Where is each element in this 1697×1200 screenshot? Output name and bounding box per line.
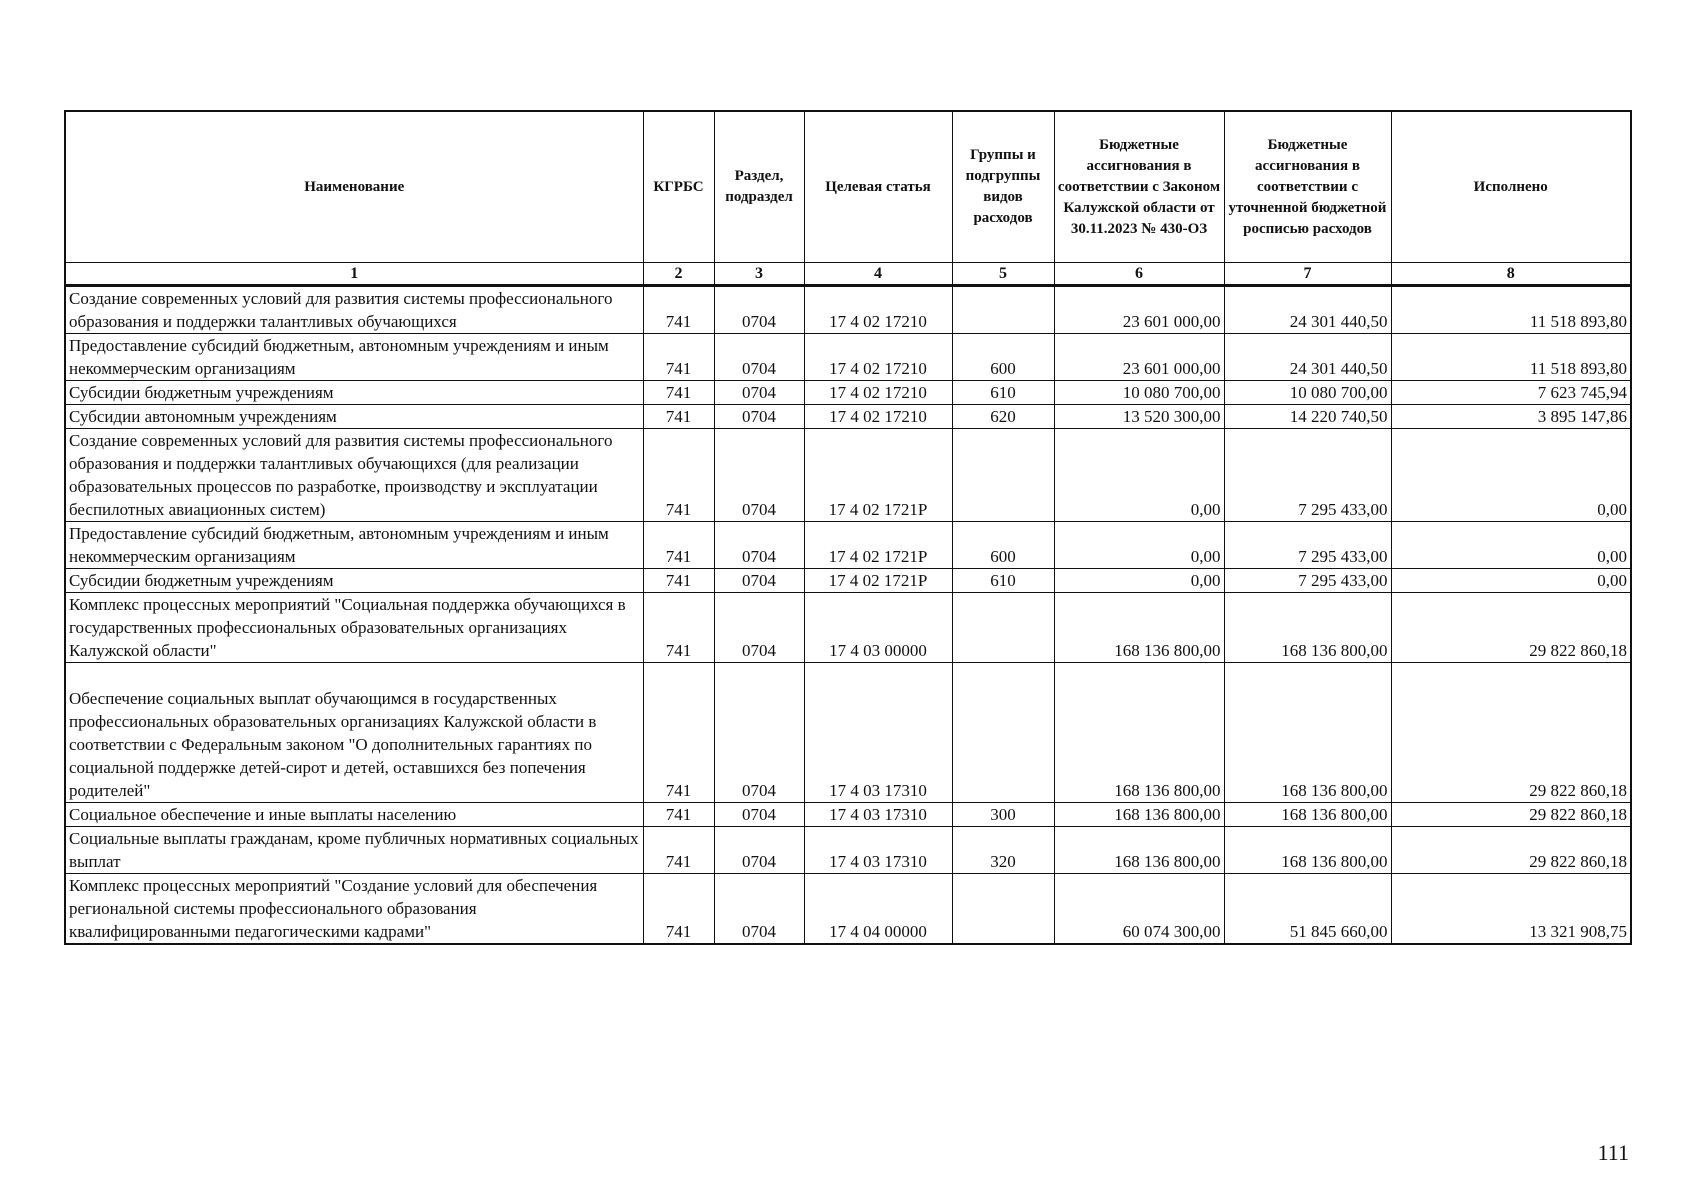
row-refined-amount: 24 301 440,50 bbox=[1224, 286, 1391, 334]
row-name: Обеспечение социальных выплат обучающимся в государственных профессиональных образовательных организациях Калужской области в соответствии с Федеральным законом "О дополнительных гарантиях по социальной поддержке детей-сирот и детей, оставшихся без попечения родителей" bbox=[65, 663, 643, 803]
row-law-amount: 10 080 700,00 bbox=[1054, 381, 1224, 405]
row-target-article: 17 4 03 17310 bbox=[804, 803, 952, 827]
row-refined-amount: 168 136 800,00 bbox=[1224, 593, 1391, 663]
column-number: 1 bbox=[65, 263, 643, 286]
row-target-article: 17 4 03 17310 bbox=[804, 827, 952, 874]
header-refined-appropriations: Бюджетные ассигнования в соответствии с уточненной бюджетной росписью расходов bbox=[1224, 111, 1391, 263]
table-row bbox=[65, 569, 1631, 593]
row-name: Комплекс процессных мероприятий "Создание условий для обеспечения региональной системы профессионального образования квалифицированными педагогическими кадрами" bbox=[65, 874, 643, 945]
row-expense-group: 300 bbox=[952, 803, 1054, 827]
row-executed-amount: 3 895 147,86 bbox=[1391, 405, 1631, 429]
column-number-row bbox=[65, 263, 1631, 286]
row-executed-amount: 11 518 893,80 bbox=[1391, 286, 1631, 334]
row-refined-amount: 168 136 800,00 bbox=[1224, 663, 1391, 803]
row-expense-group: 610 bbox=[952, 381, 1054, 405]
budget-table bbox=[64, 110, 1632, 945]
row-section: 0704 bbox=[714, 334, 804, 381]
page-number: 111 bbox=[1597, 1140, 1629, 1165]
row-executed-amount: 29 822 860,18 bbox=[1391, 827, 1631, 874]
row-kgrbs: 741 bbox=[643, 286, 714, 334]
row-section: 0704 bbox=[714, 405, 804, 429]
row-expense-group: 610 bbox=[952, 569, 1054, 593]
row-section: 0704 bbox=[714, 827, 804, 874]
row-section: 0704 bbox=[714, 593, 804, 663]
column-number: 6 bbox=[1054, 263, 1224, 286]
row-expense-group: 620 bbox=[952, 405, 1054, 429]
row-kgrbs: 741 bbox=[643, 663, 714, 803]
row-law-amount: 0,00 bbox=[1054, 429, 1224, 522]
table-row bbox=[65, 286, 1631, 334]
row-expense-group: 320 bbox=[952, 827, 1054, 874]
row-name: Субсидии бюджетным учреждениям bbox=[65, 381, 643, 405]
row-section: 0704 bbox=[714, 803, 804, 827]
column-number: 4 bbox=[804, 263, 952, 286]
row-refined-amount: 51 845 660,00 bbox=[1224, 874, 1391, 945]
row-refined-amount: 7 295 433,00 bbox=[1224, 429, 1391, 522]
header-kgrbs: КГРБС bbox=[643, 111, 714, 263]
table-row bbox=[65, 429, 1631, 522]
header-expense-group: Группы и подгруппы видов расходов bbox=[952, 111, 1054, 263]
row-law-amount: 168 136 800,00 bbox=[1054, 593, 1224, 663]
row-expense-group: 600 bbox=[952, 334, 1054, 381]
header-law-appropriations: Бюджетные ассигнования в соответствии с Законом Калужской области от 30.11.2023 № 430-ОЗ bbox=[1054, 111, 1224, 263]
row-target-article: 17 4 02 17210 bbox=[804, 334, 952, 381]
row-expense-group bbox=[952, 874, 1054, 945]
row-kgrbs: 741 bbox=[643, 429, 714, 522]
row-refined-amount: 14 220 740,50 bbox=[1224, 405, 1391, 429]
column-number: 2 bbox=[643, 263, 714, 286]
header-target-article: Целевая статья bbox=[804, 111, 952, 263]
row-name: Создание современных условий для развития системы профессионального образования и поддержки талантливых обучающихся (для реализации образовательных процессов по разработке, производству и эксплуатации беспилотных авиационных систем) bbox=[65, 429, 643, 522]
table-row bbox=[65, 381, 1631, 405]
row-law-amount: 60 074 300,00 bbox=[1054, 874, 1224, 945]
row-target-article: 17 4 02 1721Р bbox=[804, 522, 952, 569]
row-law-amount: 0,00 bbox=[1054, 569, 1224, 593]
table-row bbox=[65, 334, 1631, 381]
table-row bbox=[65, 874, 1631, 945]
row-refined-amount: 168 136 800,00 bbox=[1224, 827, 1391, 874]
row-target-article: 17 4 02 17210 bbox=[804, 381, 952, 405]
row-law-amount: 168 136 800,00 bbox=[1054, 663, 1224, 803]
row-kgrbs: 741 bbox=[643, 522, 714, 569]
row-expense-group: 600 bbox=[952, 522, 1054, 569]
row-target-article: 17 4 02 17210 bbox=[804, 405, 952, 429]
row-target-article: 17 4 03 00000 bbox=[804, 593, 952, 663]
row-section: 0704 bbox=[714, 874, 804, 945]
row-name: Субсидии автономным учреждениям bbox=[65, 405, 643, 429]
row-law-amount: 23 601 000,00 bbox=[1054, 334, 1224, 381]
row-expense-group bbox=[952, 429, 1054, 522]
row-executed-amount: 13 321 908,75 bbox=[1391, 874, 1631, 945]
row-law-amount: 23 601 000,00 bbox=[1054, 286, 1224, 334]
row-section: 0704 bbox=[714, 522, 804, 569]
row-executed-amount: 0,00 bbox=[1391, 522, 1631, 569]
row-kgrbs: 741 bbox=[643, 803, 714, 827]
header-name: Наименование bbox=[65, 111, 643, 263]
row-section: 0704 bbox=[714, 286, 804, 334]
column-number: 7 bbox=[1224, 263, 1391, 286]
row-name: Социальное обеспечение и иные выплаты населению bbox=[65, 803, 643, 827]
row-name: Создание современных условий для развития системы профессионального образования и поддержки талантливых обучающихся bbox=[65, 286, 643, 334]
column-number: 8 bbox=[1391, 263, 1631, 286]
row-kgrbs: 741 bbox=[643, 334, 714, 381]
column-number: 3 bbox=[714, 263, 804, 286]
row-target-article: 17 4 03 17310 bbox=[804, 663, 952, 803]
row-target-article: 17 4 02 1721Р bbox=[804, 569, 952, 593]
row-law-amount: 0,00 bbox=[1054, 522, 1224, 569]
table-row bbox=[65, 522, 1631, 569]
row-expense-group bbox=[952, 593, 1054, 663]
row-target-article: 17 4 02 17210 bbox=[804, 286, 952, 334]
table-row bbox=[65, 803, 1631, 827]
row-executed-amount: 29 822 860,18 bbox=[1391, 663, 1631, 803]
row-name: Предоставление субсидий бюджетным, автономным учреждениям и иным некоммерческим организациям bbox=[65, 334, 643, 381]
row-kgrbs: 741 bbox=[643, 593, 714, 663]
row-name: Социальные выплаты гражданам, кроме публичных нормативных социальных выплат bbox=[65, 827, 643, 874]
row-section: 0704 bbox=[714, 663, 804, 803]
row-name: Субсидии бюджетным учреждениям bbox=[65, 569, 643, 593]
row-section: 0704 bbox=[714, 381, 804, 405]
row-refined-amount: 7 295 433,00 bbox=[1224, 522, 1391, 569]
column-number: 5 bbox=[952, 263, 1054, 286]
row-executed-amount: 0,00 bbox=[1391, 429, 1631, 522]
table-row bbox=[65, 663, 1631, 803]
row-expense-group bbox=[952, 663, 1054, 803]
row-name: Предоставление субсидий бюджетным, автономным учреждениям и иным некоммерческим организациям bbox=[65, 522, 643, 569]
table-row bbox=[65, 405, 1631, 429]
row-kgrbs: 741 bbox=[643, 874, 714, 945]
row-kgrbs: 741 bbox=[643, 827, 714, 874]
row-executed-amount: 0,00 bbox=[1391, 569, 1631, 593]
row-executed-amount: 29 822 860,18 bbox=[1391, 593, 1631, 663]
row-target-article: 17 4 04 00000 bbox=[804, 874, 952, 945]
table-row bbox=[65, 593, 1631, 663]
table-row bbox=[65, 827, 1631, 874]
header-executed: Исполнено bbox=[1391, 111, 1631, 263]
row-section: 0704 bbox=[714, 429, 804, 522]
row-kgrbs: 741 bbox=[643, 405, 714, 429]
row-section: 0704 bbox=[714, 569, 804, 593]
row-kgrbs: 741 bbox=[643, 381, 714, 405]
row-refined-amount: 168 136 800,00 bbox=[1224, 803, 1391, 827]
header-row bbox=[65, 111, 1631, 263]
row-law-amount: 13 520 300,00 bbox=[1054, 405, 1224, 429]
row-kgrbs: 741 bbox=[643, 569, 714, 593]
row-law-amount: 168 136 800,00 bbox=[1054, 803, 1224, 827]
row-refined-amount: 10 080 700,00 bbox=[1224, 381, 1391, 405]
row-name: Комплекс процессных мероприятий "Социальная поддержка обучающихся в государственных профессиональных образовательных организациях Калужской области" bbox=[65, 593, 643, 663]
row-executed-amount: 11 518 893,80 bbox=[1391, 334, 1631, 381]
header-section: Раздел, подраздел bbox=[714, 111, 804, 263]
row-refined-amount: 24 301 440,50 bbox=[1224, 334, 1391, 381]
row-refined-amount: 7 295 433,00 bbox=[1224, 569, 1391, 593]
row-law-amount: 168 136 800,00 bbox=[1054, 827, 1224, 874]
row-target-article: 17 4 02 1721Р bbox=[804, 429, 952, 522]
row-expense-group bbox=[952, 286, 1054, 334]
row-executed-amount: 7 623 745,94 bbox=[1391, 381, 1631, 405]
row-executed-amount: 29 822 860,18 bbox=[1391, 803, 1631, 827]
